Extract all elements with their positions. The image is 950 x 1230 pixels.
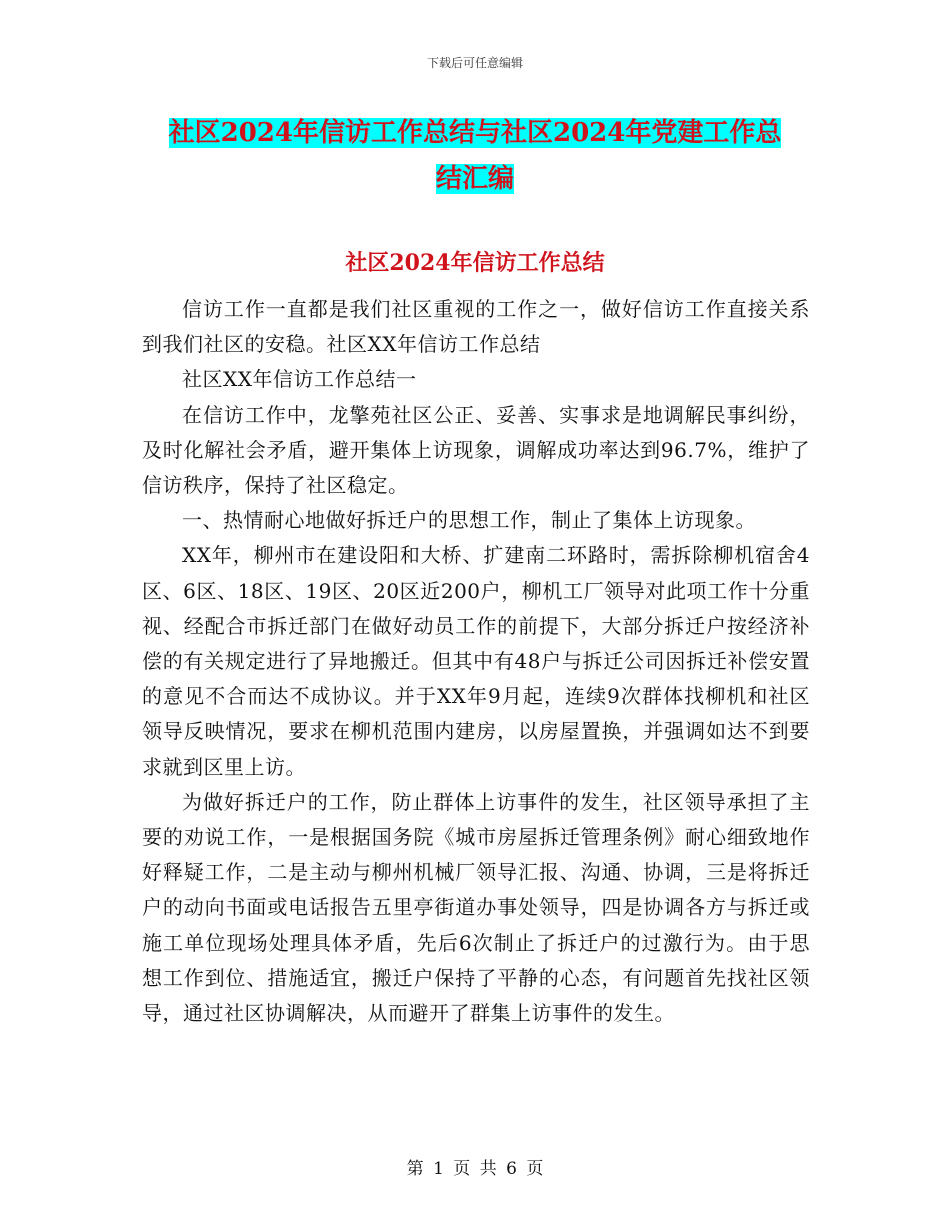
paragraph: 在信访工作中，龙擎苑社区公正、妥善、实事求是地调解民事纠纷，及时化解社会矛盾，避开集体上访现象，调解成功率达到96.7%，维护了信访秩序，保持了社区稳定。	[142, 402, 810, 498]
body-text	[142, 292, 810, 1031]
section-title: 社区2024年信访工作总结	[345, 250, 605, 276]
page-number: 第 1 页 共 6 页	[406, 1159, 544, 1179]
paragraph: 信访工作一直都是我们社区重视的工作之一，做好信访工作直接关系到我们社区的安稳。社区XX年信访工作总结	[142, 297, 810, 357]
paragraph: 一、热情耐心地做好拆迁户的思想工作，制止了集体上访现象。	[182, 508, 756, 533]
paragraph: 为做好拆迁户的工作，防止群体上访事件的发生，社区领导承担了主要的劝说工作，一是根据国务院《城市房屋拆迁管理条例》耐心细致地作好释疑工作，二是主动与柳州机械厂领导汇报、沟通、协调，三是将拆迁户的动向书面或电话报告五里亭街道办事处领导，四是协调各方与拆迁或施工单位现场处理具体矛盾，先后6次制止了拆迁户的过激行为。由于思想工作到位、措施适宜，搬迁户保持了平静的心态，有问题首先找社区领导，通过社区协调解决，从而避开了群集上访事件的发生。	[142, 789, 810, 1026]
header-note: 下载后可任意编辑	[426, 56, 523, 70]
document-title-line-1: 社区2024年信访工作总结与社区2024年党建工作总	[168, 118, 782, 148]
paragraph: XX年，柳州市在建设阳和大桥、扩建南二环路时，需拆除柳机宿舍4区、6区、18区、19区、20区近200户，柳机工厂领导对此项工作十分重视、经配合市拆迁部门在做好动员工作的前提下，大部分拆迁户按经济补偿的有关规定进行了异地搬迁。但其中有48户与拆迁公司因拆迁补偿安置的意见不合而达不成协议。并于XX年9月起，连续9次群体找柳机和社区领导反映情况，要求在柳机范围内建房，以房屋置换，并强调如达不到要求就到区里上访。	[142, 543, 810, 779]
document-title-line-2: 结汇编	[435, 164, 514, 194]
paragraph: 社区XX年信访工作总结一	[182, 367, 417, 392]
document-title	[140, 110, 810, 202]
